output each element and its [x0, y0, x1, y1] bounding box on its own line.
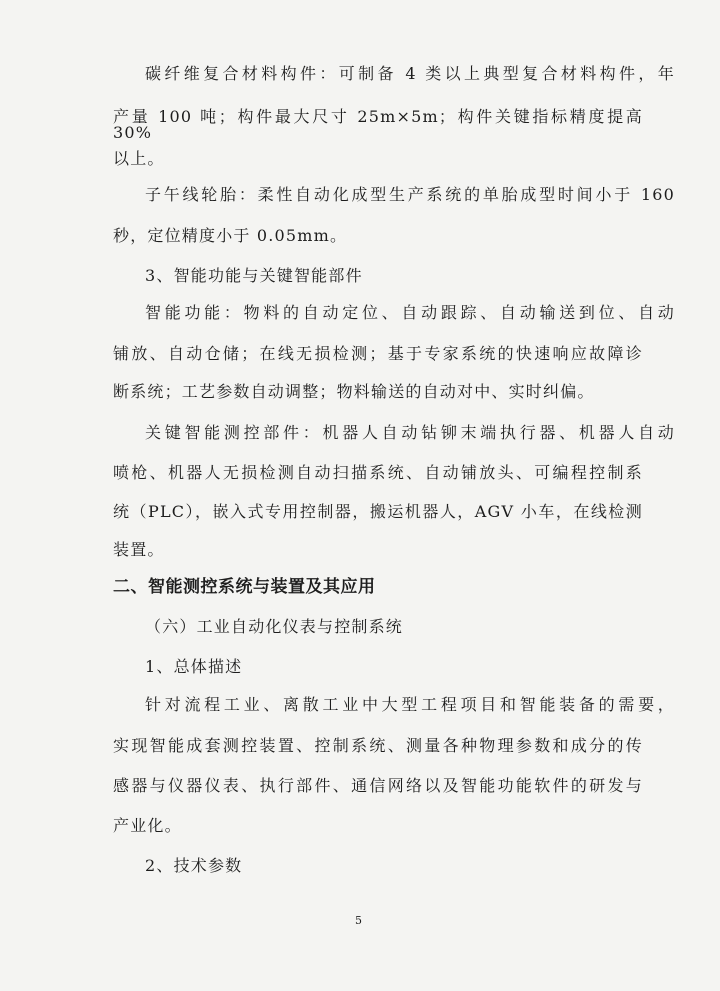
paragraph-line: 实现智能成套测控装置、控制系统、测量各种物理参数和成分的传 — [113, 736, 643, 755]
subsection-heading: 2、技术参数 — [145, 856, 243, 875]
subsection-heading: 3、智能功能与关键智能部件 — [145, 266, 363, 285]
paragraph-line: 装置。 — [113, 540, 165, 559]
paragraph-line: 智能功能：物料的自动定位、自动跟踪、自动输送到位、自动 — [145, 303, 675, 322]
paragraph-line: 针对流程工业、离散工业中大型工程项目和智能装备的需要， — [145, 695, 675, 714]
page-number: 5 — [355, 914, 362, 927]
paragraph-line: 秒，定位精度小于 0.05mm。 — [113, 226, 348, 245]
paragraph-line: 以上。 — [113, 149, 165, 168]
paragraph-line: 产量 100 吨；构件最大尺寸 25m×5m；构件关键指标精度提高 30% — [113, 107, 643, 142]
subsection-heading: （六）工业自动化仪表与控制系统 — [145, 617, 404, 636]
paragraph-line: 统（PLC），嵌入式专用控制器，搬运机器人，AGV 小车，在线检测 — [113, 502, 643, 521]
paragraph-line: 断系统；工艺参数自动调整；物料输送的自动对中、实时纠偏。 — [113, 382, 595, 401]
paragraph-line: 碳纤维复合材料构件：可制备 4 类以上典型复合材料构件，年 — [145, 64, 675, 83]
paragraph-line: 铺放、自动仓储；在线无损检测；基于专家系统的快速响应故障诊 — [113, 344, 643, 363]
section-heading: 二、智能测控系统与装置及其应用 — [113, 577, 376, 597]
subsection-heading: 1、总体描述 — [145, 657, 243, 676]
paragraph-line: 子午线轮胎：柔性自动化成型生产系统的单胎成型时间小于 160 — [145, 185, 675, 204]
paragraph-line: 感器与仪器仪表、执行部件、通信网络以及智能功能软件的研发与 — [113, 776, 643, 795]
paragraph-line: 关键智能测控部件：机器人自动钻铆末端执行器、机器人自动 — [145, 423, 675, 442]
paragraph-line: 产业化。 — [113, 816, 182, 835]
paragraph-line: 喷枪、机器人无损检测自动扫描系统、自动铺放头、可编程控制系 — [113, 463, 643, 482]
